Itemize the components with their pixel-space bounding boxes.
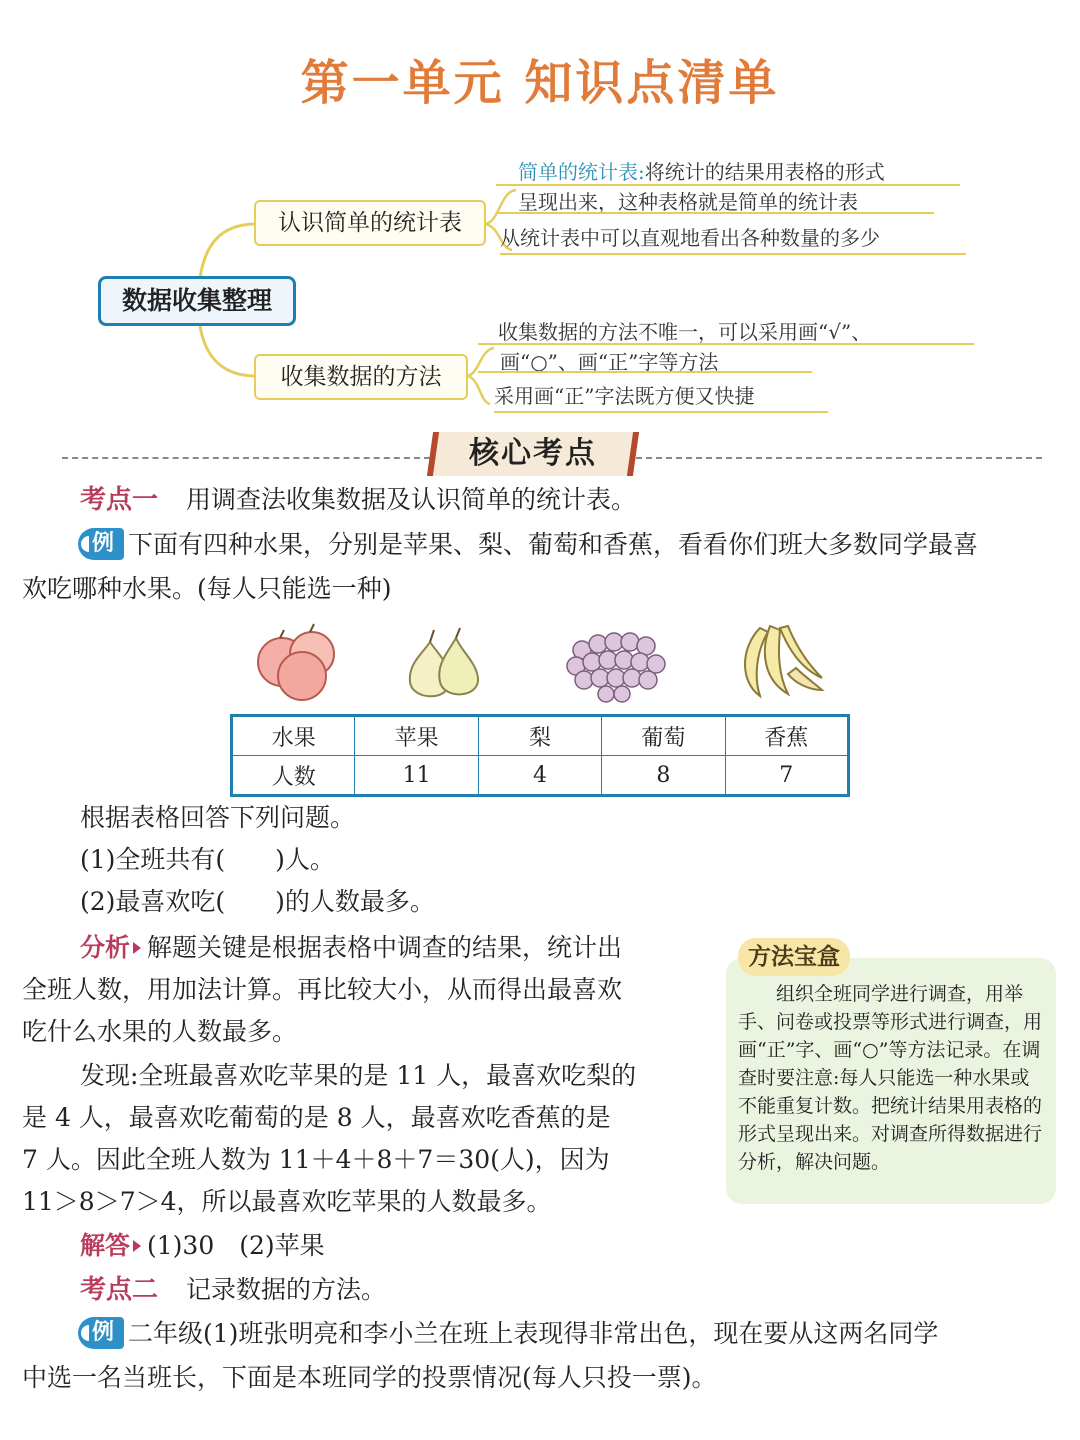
analysis-line-6: 7 人。因此全班人数为 11＋4＋8＋7＝30(人)，因为 xyxy=(22,1145,610,1174)
analysis-text: 解题关键是根据表格中调查的结果，统计出 xyxy=(147,933,623,962)
question-2: (2)最喜欢吃( )的人数最多。 xyxy=(80,887,435,916)
mindmap-leaf-1-2: 从统计表中可以直观地看出各种数量的多少 xyxy=(500,222,966,255)
divider xyxy=(478,371,812,373)
example-1-line-2: 欢吃哪种水果。(每人只能选一种) xyxy=(22,574,392,603)
table-cell: 水果 xyxy=(232,716,355,756)
mindmap-leaf-2-1-cont: 画“○”、画“正”字等方法 xyxy=(500,350,719,374)
answer-text: (1)30 (2)苹果 xyxy=(147,1231,325,1260)
method-box xyxy=(726,958,1056,1204)
question-intro: 根据表格回答下列问题。 xyxy=(80,803,356,832)
table-cell: 4 xyxy=(478,756,601,796)
dashed-divider-right xyxy=(636,457,1042,459)
fruit-table xyxy=(230,714,850,797)
term-label: 简单的统计表: xyxy=(518,160,645,184)
mindmap-root: 数据收集整理 xyxy=(98,276,296,326)
analysis-line-1 xyxy=(80,926,622,970)
analysis-line-3: 吃什么水果的人数最多。 xyxy=(22,1017,298,1046)
table-header-row xyxy=(232,716,849,756)
dashed-divider-left xyxy=(62,457,430,459)
mindmap-leaf-2-1: 收集数据的方法不唯一，可以采用画“√”、 xyxy=(498,320,872,344)
example-1-line-1 xyxy=(78,523,978,567)
analysis-line-7: 11＞8＞7＞4，所以最喜欢吃苹果的人数最多。 xyxy=(22,1187,552,1216)
kaodian-1-tag: 考点一 xyxy=(80,485,159,515)
table-cell: 苹果 xyxy=(355,716,478,756)
divider xyxy=(478,343,974,345)
mindmap-leaf-1-1 xyxy=(518,156,885,187)
banana-icon xyxy=(730,618,830,704)
example-1-text: 下面有四种水果，分别是苹果、梨、葡萄和香蕉，看看你们班大多数同学最喜 xyxy=(128,530,979,559)
kaodian-2-tag: 考点二 xyxy=(80,1275,159,1305)
table-cell: 香蕉 xyxy=(725,716,848,756)
example-badge: 例 xyxy=(78,528,124,560)
kaodian-2 xyxy=(80,1268,386,1312)
mindmap-leaf-2-2: 采用画“正”字法既方便又快捷 xyxy=(494,380,828,413)
table-cell: 葡萄 xyxy=(602,716,725,756)
example-badge: 例 xyxy=(78,1317,124,1349)
answer xyxy=(80,1224,325,1268)
mindmap-leaf-1-1-cont: 呈现出来，这种表格就是简单的统计表 xyxy=(518,190,858,214)
triangle-icon xyxy=(133,1240,141,1252)
leaf-text: 将统计的结果用表格的形式 xyxy=(644,160,885,184)
grape-icon xyxy=(562,620,672,704)
method-box-title: 方法宝盒 xyxy=(738,938,850,976)
table-row xyxy=(232,756,849,796)
core-heading: 核心考点 xyxy=(469,436,597,471)
table-cell: 梨 xyxy=(478,716,601,756)
triangle-icon xyxy=(133,942,141,954)
analysis-line-2: 全班人数，用加法计算。再比较大小，从而得出最喜欢 xyxy=(22,975,623,1004)
mindmap-branch-1: 认识简单的统计表 xyxy=(254,200,486,246)
kaodian-1 xyxy=(80,478,636,522)
table-cell: 8 xyxy=(602,756,725,796)
mindmap-branch-2: 收集数据的方法 xyxy=(254,354,468,400)
example-2-line-2: 中选一名当班长，下面是本班同学的投票情况(每人只投一票)。 xyxy=(22,1363,717,1392)
analysis-line-5: 是 4 人，最喜欢吃葡萄的是 8 人，最喜欢吃香蕉的是 xyxy=(22,1103,611,1132)
page-title: 第一单元 知识点清单 xyxy=(300,55,780,111)
table-cell: 7 xyxy=(725,756,848,796)
question-1: (1)全班共有( )人。 xyxy=(80,845,335,874)
answer-label: 解答 xyxy=(80,1231,131,1260)
apple-icon xyxy=(250,618,350,702)
analysis-line-4: 发现:全班最喜欢吃苹果的是 11 人，最喜欢吃梨的 xyxy=(80,1061,637,1090)
method-box-text: 组织全班同学进行调查，用举手、问卷或投票等形式进行调查，用画“正”字、画“○”等方法记录。在调查时要注意:每人只能选一种水果或不能重复计数。把统计结果用表格的形式呈现出来。对调查所得数据进行分析，解决问题。 xyxy=(738,983,1043,1173)
pear-icon xyxy=(400,624,490,704)
analysis-label: 分析 xyxy=(80,933,131,962)
example-2-line-1 xyxy=(78,1312,938,1356)
kaodian-2-text: 记录数据的方法。 xyxy=(186,1275,387,1304)
table-cell: 人数 xyxy=(232,756,355,796)
kaodian-1-text: 用调查法收集数据及认识简单的统计表。 xyxy=(186,485,637,514)
divider xyxy=(496,212,934,214)
table-cell: 11 xyxy=(355,756,478,796)
example-2-text: 二年级(1)班张明亮和李小兰在班上表现得非常出色，现在要从这两名同学 xyxy=(128,1319,939,1348)
